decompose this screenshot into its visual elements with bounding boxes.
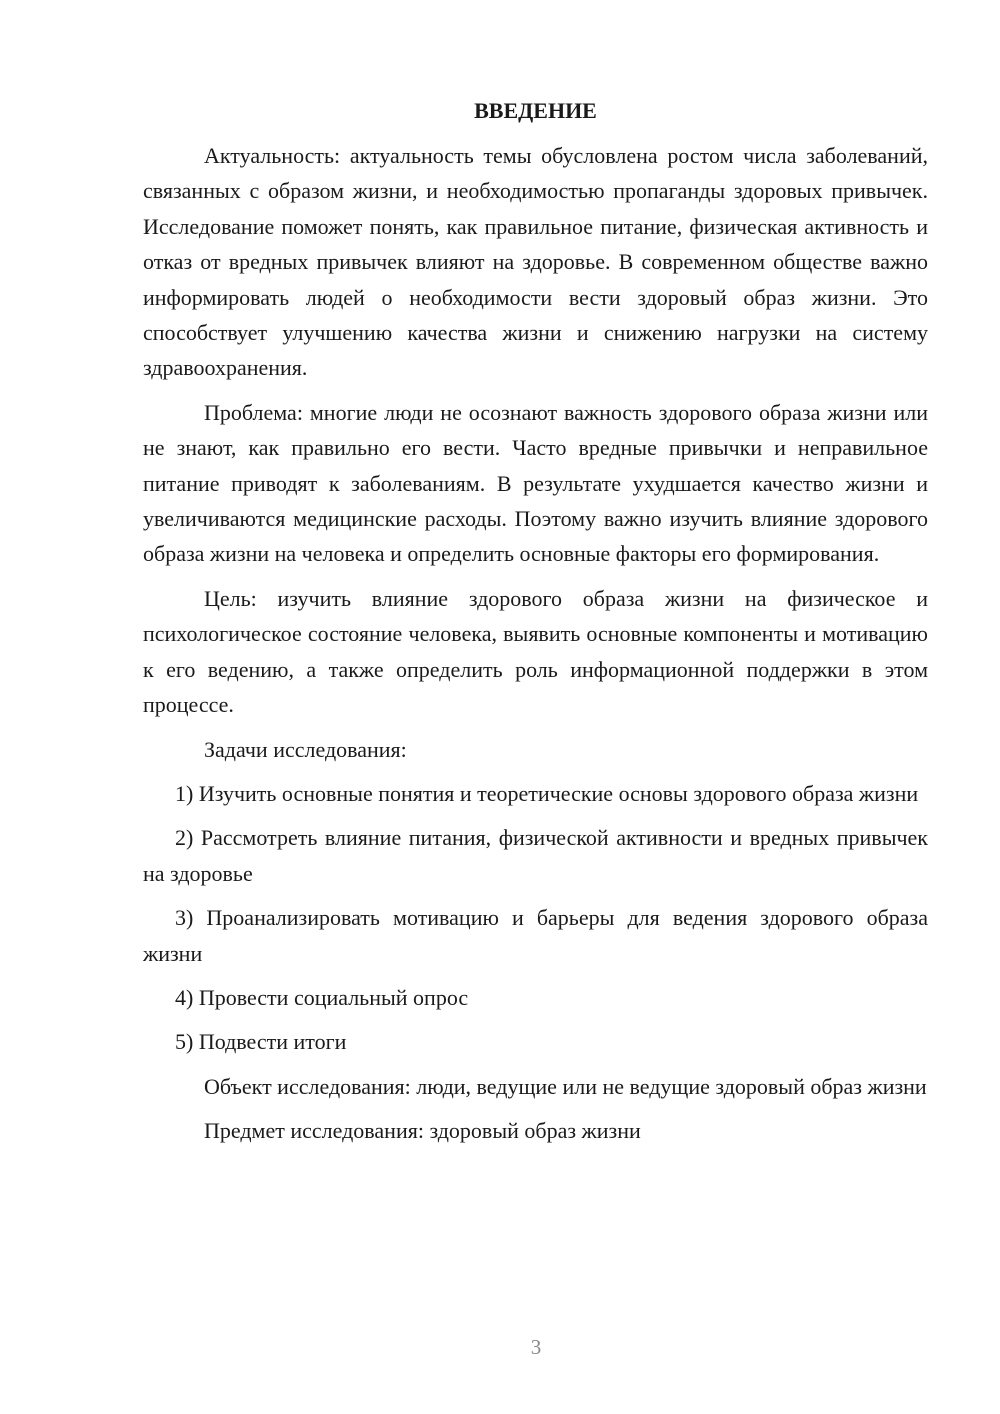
task-item-5: 5) Подвести итоги [175,1029,347,1055]
task-item-3: 3) Проанализировать мотивацию и барьеры для ведения здорового образа жизни [143,905,928,966]
object-paragraph: Объект исследования: люди, ведущие или не ведущие здоровый образ жизни [204,1073,927,1099]
problem-paragraph: Проблема: многие люди не осознают важность здорового образа жизни или не знают, как правильно его вести. Часто вредные привычки и неправильное питание приводят к заболеваниям. В результате ухудшается качество жизни и увеличиваются медицинские расходы. Поэтому важно изучить влияние здорового образа жизни на человека и определить основные факторы его формирования. [143,399,928,567]
task-item-4: 4) Провести социальный опрос [175,984,469,1010]
subject-paragraph: Предмет исследования: здоровый образ жизни [204,1118,641,1144]
relevance-paragraph: Актуальность: актуальность темы обусловлена ростом числа заболеваний, связанных с образом жизни, и необходимостью пропаганды здоровых привычек. Исследование поможет понять, как правильное питание, физическая активность и отказ от вредных привычек влияют на здоровье. В современном обществе важно информировать людей о необходимости вести здоровый образ жизни. Это способствует улучшению качества жизни и снижению нагрузки на систему здравоохранения. [143,143,928,381]
tasks-title: Задачи исследования: [204,736,407,762]
page-number: 3 [530,1335,542,1359]
section-heading: ВВЕДЕНИЕ [474,98,597,123]
page-content [143,96,928,1158]
task-item-1: 1) Изучить основные понятия и теоретические основы здорового образа жизни [175,780,919,806]
goal-paragraph: Цель: изучить влияние здорового образа жизни на физическое и психологическое состояние человека, выявить основные компоненты и мотивацию к его ведению, а также определить роль информационной поддержки в этом процессе. [143,585,928,718]
task-item-2: 2) Рассмотреть влияние питания, физической активности и вредных привычек на здоровье [143,825,928,886]
